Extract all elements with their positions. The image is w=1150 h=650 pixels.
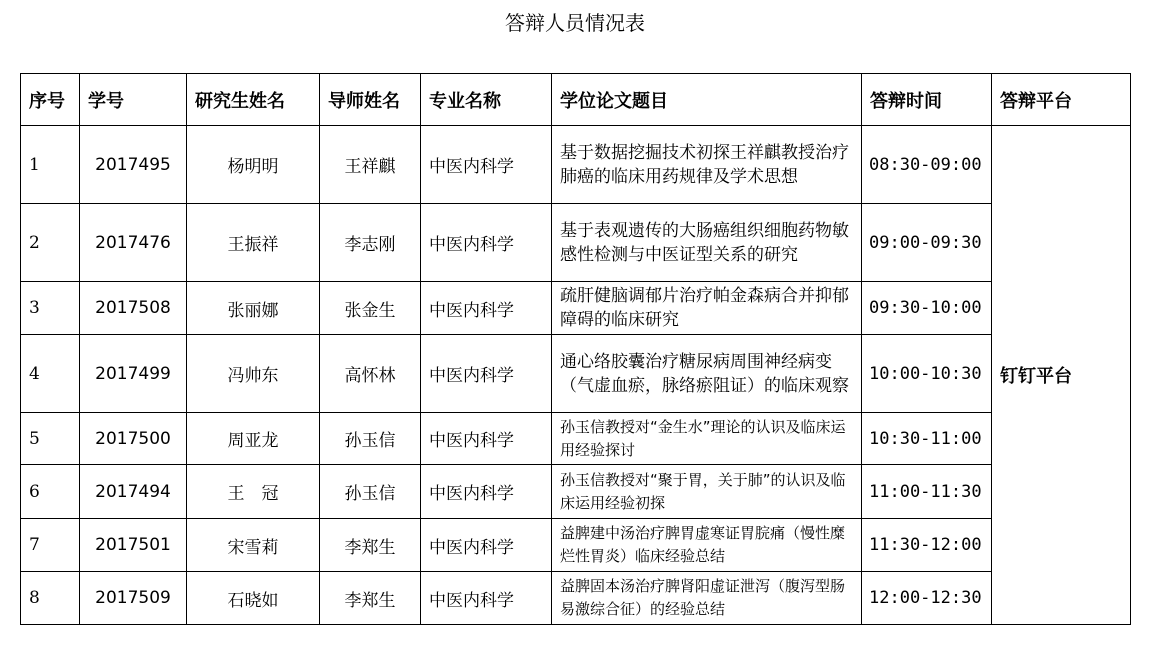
cell-index: 1 (21, 126, 80, 204)
header-student-id: 学号 (80, 74, 187, 126)
cell-thesis-title: 益脾建中汤治疗脾胃虚寒证胃脘痛（慢性糜烂性胃炎）临床经验总结 (552, 519, 862, 572)
cell-index: 8 (21, 572, 80, 625)
table-header-row (21, 74, 1131, 126)
header-advisor-name: 导师姓名 (320, 74, 421, 126)
cell-advisor-name: 李郑生 (320, 572, 421, 625)
table-row (21, 282, 1131, 335)
cell-advisor-name: 孙玉信 (320, 465, 421, 519)
cell-advisor-name: 张金生 (320, 282, 421, 335)
defense-schedule-table (20, 73, 1131, 625)
table-row (21, 126, 1131, 204)
cell-thesis-title: 孙玉信教授对“聚于胃，关于肺”的认识及临床运用经验初探 (552, 465, 862, 519)
cell-advisor-name: 李志刚 (320, 204, 421, 282)
cell-student-name: 杨明明 (187, 126, 320, 204)
table-row (21, 465, 1131, 519)
cell-major: 中医内科学 (421, 204, 552, 282)
cell-thesis-title: 孙玉信教授对“金生水”理论的认识及临床运用经验探讨 (552, 413, 862, 465)
cell-student-name: 石晓如 (187, 572, 320, 625)
header-major: 专业名称 (421, 74, 552, 126)
cell-defense-time: 11:30-12:00 (862, 519, 992, 572)
cell-student-id: 2017501 (80, 519, 187, 572)
cell-advisor-name: 高怀林 (320, 335, 421, 413)
cell-major: 中医内科学 (421, 335, 552, 413)
cell-defense-time: 12:00-12:30 (862, 572, 992, 625)
cell-defense-time: 09:30-10:00 (862, 282, 992, 335)
header-defense-platform: 答辩平台 (992, 74, 1131, 126)
table-row (21, 413, 1131, 465)
table-row (21, 572, 1131, 625)
cell-defense-time: 11:00-11:30 (862, 465, 992, 519)
cell-thesis-title: 基于表观遗传的大肠癌组织细胞药物敏感性检测与中医证型关系的研究 (552, 204, 862, 282)
cell-major: 中医内科学 (421, 572, 552, 625)
cell-index: 6 (21, 465, 80, 519)
cell-student-name: 王振祥 (187, 204, 320, 282)
cell-index: 7 (21, 519, 80, 572)
cell-major: 中医内科学 (421, 126, 552, 204)
cell-advisor-name: 王祥麒 (320, 126, 421, 204)
cell-student-name: 周亚龙 (187, 413, 320, 465)
cell-index: 5 (21, 413, 80, 465)
cell-defense-time: 10:00-10:30 (862, 335, 992, 413)
header-index: 序号 (21, 74, 80, 126)
cell-defense-time: 10:30-11:00 (862, 413, 992, 465)
document-title: 答辩人员情况表 (505, 11, 645, 35)
cell-student-id: 2017476 (80, 204, 187, 282)
cell-index: 2 (21, 204, 80, 282)
cell-student-id: 2017500 (80, 413, 187, 465)
cell-thesis-title: 基于数据挖掘技术初探王祥麒教授治疗肺癌的临床用药规律及学术思想 (552, 126, 862, 204)
table-row (21, 519, 1131, 572)
cell-thesis-title: 疏肝健脑调郁片治疗帕金森病合并抑郁障碍的临床研究 (552, 282, 862, 335)
header-student-name: 研究生姓名 (187, 74, 320, 126)
header-thesis-title: 学位论文题目 (552, 74, 862, 126)
table-row (21, 335, 1131, 413)
cell-student-name: 张丽娜 (187, 282, 320, 335)
cell-student-id: 2017508 (80, 282, 187, 335)
cell-thesis-title: 通心络胶囊治疗糖尿病周围神经病变（气虚血瘀，脉络瘀阻证）的临床观察 (552, 335, 862, 413)
cell-major: 中医内科学 (421, 282, 552, 335)
cell-student-name: 冯帅东 (187, 335, 320, 413)
cell-major: 中医内科学 (421, 413, 552, 465)
cell-student-id: 2017509 (80, 572, 187, 625)
cell-advisor-name: 孙玉信 (320, 413, 421, 465)
table-row (21, 204, 1131, 282)
cell-defense-platform: 钉钉平台 (992, 126, 1131, 625)
cell-student-name: 宋雪莉 (187, 519, 320, 572)
cell-advisor-name: 李郑生 (320, 519, 421, 572)
cell-thesis-title: 益脾固本汤治疗脾肾阳虚证泄泻（腹泻型肠易激综合征）的经验总结 (552, 572, 862, 625)
cell-index: 4 (21, 335, 80, 413)
cell-student-name: 王 冠 (187, 465, 320, 519)
cell-student-id: 2017495 (80, 126, 187, 204)
cell-major: 中医内科学 (421, 519, 552, 572)
header-defense-time: 答辩时间 (862, 74, 992, 126)
cell-student-id: 2017499 (80, 335, 187, 413)
cell-defense-time: 09:00-09:30 (862, 204, 992, 282)
cell-student-id: 2017494 (80, 465, 187, 519)
cell-major: 中医内科学 (421, 465, 552, 519)
cell-index: 3 (21, 282, 80, 335)
cell-defense-time: 08:30-09:00 (862, 126, 992, 204)
